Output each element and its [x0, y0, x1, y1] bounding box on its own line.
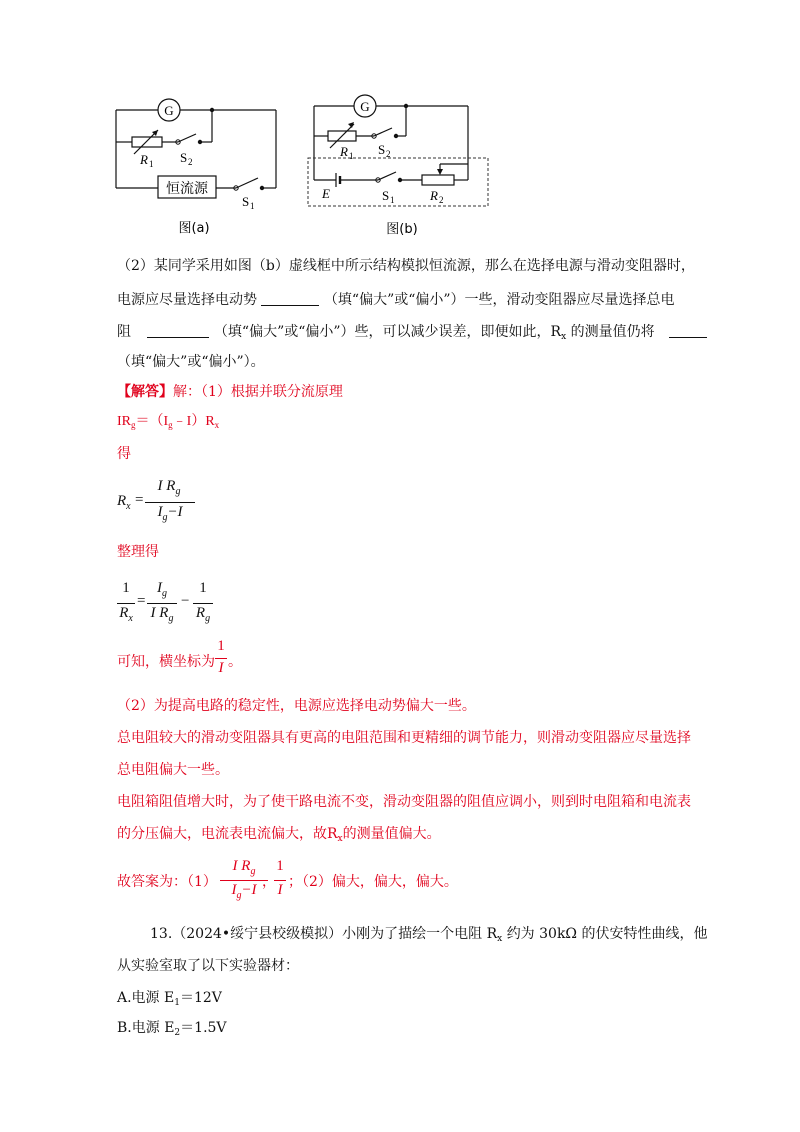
answer-p2-line5: 的分压偏大，电流表电流偏大，故$R_x$的测量值偏大。 [117, 826, 441, 844]
question2-line1: （2）某同学采用如图（b）虚线框中所示结构模拟恒流源，那么在选择电源与滑动变阻器时， [117, 258, 695, 274]
formula-one-over-i: 1 I [215, 638, 227, 682]
s2-sub-a: 2 [188, 157, 193, 167]
s2-label-a: S [180, 150, 188, 165]
s1-label-b: S [382, 188, 390, 203]
r1-sub-a: 1 [149, 159, 154, 169]
s2-sub-b: 2 [386, 149, 391, 159]
r2-sub-b: 2 [439, 195, 444, 205]
answer-final-a: 故答案为：（1） [117, 874, 217, 890]
fraction-bar [274, 880, 286, 881]
s2-label-b: S [378, 142, 386, 157]
question13-line1: 13.（2024•绥宁县校级模拟）小刚为了描绘一个电阻 $R_x$ 约为 30kΩ 的伏安特性曲线，他 [150, 926, 708, 944]
e-label-b: E [322, 186, 330, 201]
answer-p2-line2: 总电阻较大的滑动变阻器具有更高的电阻范围和更精细的调节能力，则滑动变阻器应尽量选择 [117, 730, 691, 746]
answer-de: 得 [117, 446, 131, 462]
caption-a: 图(a) [178, 221, 210, 236]
fraction-bar [147, 603, 177, 604]
answer-arrange: 整理得 [117, 544, 159, 560]
fraction-bar [193, 603, 213, 604]
answer-blank-1[interactable] [261, 291, 319, 306]
question2-line2: 电源应尽量选择电动势 （填“偏大”或“偏小”）一些，滑动变阻器应尽量选择总电 [117, 292, 675, 308]
source-label-a: 恒流源 [166, 181, 208, 197]
answer-p2-line4: 电阻箱阻值增大时，为了使干路电流不变，滑动变阻器的阻值应调小，则到时电阻箱和电流表 [117, 794, 691, 810]
r1-label-a: R [140, 152, 148, 167]
fraction-bar [117, 603, 135, 604]
fraction-bar [220, 880, 268, 881]
answer-blank-2[interactable] [147, 323, 209, 338]
galvanometer-label-b: G [360, 99, 370, 114]
answer-intro: 【解答】解：（1）根据并联分流原理 [117, 384, 343, 400]
answer-blank-3[interactable] [669, 323, 707, 338]
fraction-bar [145, 502, 195, 503]
answer-tag: 【解答】 [117, 384, 173, 400]
question2-line3: 阻 （填“偏大”或“偏小”）些，可以减少误差，即便如此，$R_x$ 的测量值仍将 [117, 322, 707, 347]
answer-p2-line1: （2）为提高电路的稳定性，电源应选择电动势偏大一些。 [117, 698, 476, 714]
circuit-figure-b [300, 88, 500, 240]
option-b: B.电源 $E_2=1.5V$ [117, 1020, 227, 1038]
s1-sub-a: 1 [250, 201, 255, 211]
formula-reciprocal: 1 $R_x$ = $I_g$ I $R_g$ − 1 $R_g$ [117, 580, 227, 630]
s1-sub-b: 1 [390, 195, 395, 205]
circuit-figure-a [108, 92, 298, 240]
answer-final-b: ；（2）偏大，偏大，偏大。 [288, 874, 458, 890]
s1-label-a: S [242, 194, 250, 209]
formula-final-2: 1 I [274, 858, 286, 904]
question13-line2: 从实验室取了以下实验器材： [117, 958, 299, 974]
r2-label-b: R [430, 188, 438, 203]
answer-kezhi: 可知，横坐标为 [117, 654, 215, 670]
fraction-bar [215, 658, 227, 659]
option-a: A.电源 $E_1=12V$ [117, 990, 222, 1008]
answer-kezhi-end: 。 [228, 654, 242, 670]
answer-final-comma: ， [262, 874, 276, 890]
caption-b: 图(b) [386, 222, 418, 237]
r1-sub-b: 1 [349, 151, 354, 161]
formula-final: I $R_g$ $I_g-I$ [220, 858, 268, 904]
r1-label-b: R [340, 144, 348, 159]
answer-eq1: $IR_g=(I_g﹣I)R_x$ [117, 414, 220, 430]
question2-line4: （填“偏大”或“偏小”）。 [117, 354, 265, 370]
formula-rx: $R_x$ = I $R_g$ $I_g-I$ [117, 478, 197, 528]
answer-p2-line3: 总电阻偏大一些。 [117, 762, 229, 778]
galvanometer-label-a: G [164, 103, 174, 118]
